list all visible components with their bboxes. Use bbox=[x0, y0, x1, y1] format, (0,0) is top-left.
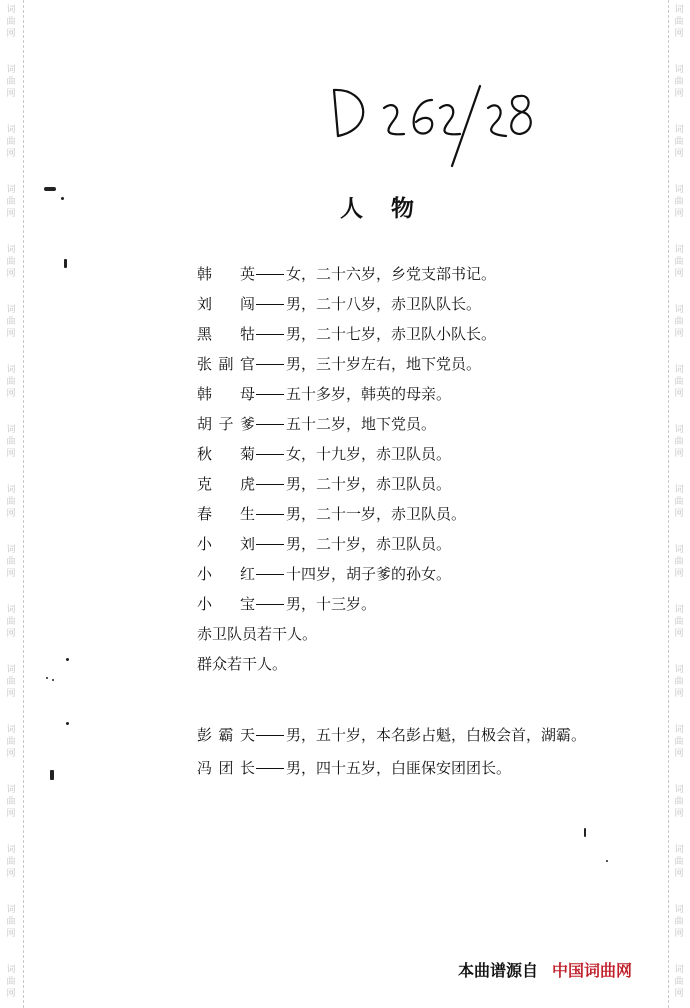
watermark-group bbox=[1, 4, 21, 40]
cast-entry bbox=[197, 563, 607, 593]
character-description: 五十多岁，韩英的母亲。 bbox=[286, 385, 452, 403]
handwritten-catalog-number bbox=[328, 78, 548, 182]
watermark-group bbox=[1, 604, 21, 640]
watermark-glyph: 曲 bbox=[674, 737, 684, 747]
watermark-glyph: 词 bbox=[6, 5, 16, 15]
character-name: 刘闯 bbox=[197, 295, 255, 313]
page-title: 人物 bbox=[340, 196, 442, 222]
cast-entry bbox=[197, 383, 607, 413]
watermark-glyph: 曲 bbox=[6, 857, 16, 867]
scan-speck bbox=[52, 679, 54, 681]
handwritten-number-text bbox=[328, 78, 332, 79]
cast-entry bbox=[197, 757, 597, 784]
watermark-glyph: 网 bbox=[674, 329, 684, 339]
character-name: 黑牯 bbox=[197, 325, 255, 343]
watermark-glyph: 网 bbox=[674, 569, 684, 579]
character-description: 男，十三岁。 bbox=[286, 595, 377, 613]
source-site-link[interactable]: 中国词曲网 bbox=[552, 961, 633, 980]
watermark-glyph: 网 bbox=[6, 269, 16, 279]
watermark-glyph: 网 bbox=[674, 989, 684, 999]
watermark-glyph: 曲 bbox=[6, 437, 16, 447]
watermark-glyph: 曲 bbox=[6, 377, 16, 387]
watermark-glyph: 网 bbox=[6, 629, 16, 639]
watermark-glyph: 曲 bbox=[674, 137, 684, 147]
cast-entry bbox=[197, 413, 607, 443]
watermark-glyph: 网 bbox=[6, 449, 16, 459]
cast-entry bbox=[197, 293, 607, 323]
em-dash bbox=[256, 514, 284, 515]
character-name: 小宝 bbox=[197, 595, 255, 613]
watermark-glyph: 网 bbox=[6, 89, 16, 99]
watermark-group bbox=[669, 64, 689, 100]
watermark-glyph: 曲 bbox=[6, 977, 16, 987]
watermark-glyph: 曲 bbox=[674, 257, 684, 267]
cast-list bbox=[197, 263, 607, 683]
watermark-glyph: 词 bbox=[6, 245, 16, 255]
watermark-glyph: 词 bbox=[674, 185, 684, 195]
watermark-glyph: 网 bbox=[674, 29, 684, 39]
watermark-glyph: 网 bbox=[674, 749, 684, 759]
watermark-glyph: 词 bbox=[674, 125, 684, 135]
character-description: 男，二十八岁，赤卫队队长。 bbox=[286, 295, 482, 313]
watermark-glyph: 曲 bbox=[6, 557, 16, 567]
character-name: 克虎 bbox=[197, 475, 255, 493]
character-description: 五十二岁，地下党员。 bbox=[286, 415, 437, 433]
watermark-glyph: 网 bbox=[674, 809, 684, 819]
watermark-glyph: 词 bbox=[6, 185, 16, 195]
watermark-glyph: 词 bbox=[6, 425, 16, 435]
watermark-glyph: 曲 bbox=[674, 77, 684, 87]
character-description: 十四岁，胡子爹的孙女。 bbox=[286, 565, 452, 583]
watermark-group bbox=[1, 844, 21, 880]
character-description: 男，四十五岁，白匪保安团团长。 bbox=[286, 759, 512, 777]
watermark-glyph: 曲 bbox=[6, 677, 16, 687]
em-dash bbox=[256, 574, 284, 575]
watermark-glyph: 曲 bbox=[674, 857, 684, 867]
watermark-glyph: 曲 bbox=[6, 17, 16, 27]
watermark-glyph: 词 bbox=[674, 725, 684, 735]
watermark-group bbox=[1, 784, 21, 820]
watermark-glyph: 词 bbox=[674, 665, 684, 675]
watermark-glyph: 词 bbox=[6, 725, 16, 735]
em-dash bbox=[256, 334, 284, 335]
watermark-glyph: 词 bbox=[674, 425, 684, 435]
watermark-group bbox=[1, 424, 21, 460]
watermark-group bbox=[669, 904, 689, 940]
watermark-glyph: 曲 bbox=[674, 557, 684, 567]
em-dash bbox=[256, 768, 284, 769]
character-name: 冯团长 bbox=[197, 759, 255, 777]
watermark-glyph: 曲 bbox=[6, 917, 16, 927]
watermark-glyph: 曲 bbox=[6, 77, 16, 87]
watermark-glyph: 词 bbox=[674, 65, 684, 75]
watermark-group bbox=[669, 724, 689, 760]
watermark-group bbox=[669, 604, 689, 640]
watermark-glyph: 网 bbox=[674, 389, 684, 399]
em-dash bbox=[256, 364, 284, 365]
watermark-glyph: 网 bbox=[674, 929, 684, 939]
watermark-glyph: 网 bbox=[674, 269, 684, 279]
watermark-glyph: 曲 bbox=[674, 917, 684, 927]
scan-speck bbox=[606, 860, 608, 862]
watermark-group bbox=[669, 184, 689, 220]
watermark-glyph: 网 bbox=[6, 929, 16, 939]
em-dash bbox=[256, 424, 284, 425]
watermark-glyph: 网 bbox=[674, 149, 684, 159]
em-dash bbox=[256, 454, 284, 455]
watermark-glyph: 词 bbox=[6, 125, 16, 135]
watermark-glyph: 网 bbox=[674, 209, 684, 219]
watermark-glyph: 曲 bbox=[674, 977, 684, 987]
scan-speck bbox=[61, 197, 64, 200]
watermark-group bbox=[669, 784, 689, 820]
watermark-glyph: 词 bbox=[674, 245, 684, 255]
watermark-glyph: 网 bbox=[674, 449, 684, 459]
character-name: 小红 bbox=[197, 565, 255, 583]
character-description: 男，二十一岁，赤卫队员。 bbox=[286, 505, 467, 523]
watermark-glyph: 词 bbox=[6, 665, 16, 675]
watermark-group bbox=[1, 244, 21, 280]
watermark-glyph: 曲 bbox=[6, 257, 16, 267]
watermark-glyph: 曲 bbox=[674, 677, 684, 687]
watermark-group bbox=[669, 304, 689, 340]
cast-entry bbox=[197, 593, 607, 623]
watermark-group bbox=[669, 964, 689, 1000]
watermark-glyph: 曲 bbox=[6, 197, 16, 207]
watermark-group bbox=[1, 184, 21, 220]
scan-speck bbox=[66, 658, 69, 661]
watermark-glyph: 网 bbox=[674, 869, 684, 879]
cast-entry bbox=[197, 263, 607, 293]
source-footer bbox=[458, 958, 632, 981]
watermark-glyph: 词 bbox=[674, 5, 684, 15]
watermark-group bbox=[1, 544, 21, 580]
watermark-glyph: 词 bbox=[6, 965, 16, 975]
watermark-glyph: 网 bbox=[6, 209, 16, 219]
watermark-glyph: 词 bbox=[6, 845, 16, 855]
watermark-glyph: 词 bbox=[674, 965, 684, 975]
watermark-group bbox=[1, 124, 21, 160]
cast-entry bbox=[197, 443, 607, 473]
watermark-glyph: 曲 bbox=[674, 197, 684, 207]
character-name: 韩母 bbox=[197, 385, 255, 403]
left-dashed-edge bbox=[23, 0, 24, 1008]
watermark-glyph: 曲 bbox=[674, 497, 684, 507]
watermark-glyph: 曲 bbox=[6, 617, 16, 627]
cast-entry bbox=[197, 503, 607, 533]
watermark-group bbox=[1, 304, 21, 340]
watermark-group bbox=[1, 484, 21, 520]
em-dash bbox=[256, 304, 284, 305]
watermark-glyph: 网 bbox=[674, 89, 684, 99]
watermark-group bbox=[1, 724, 21, 760]
scan-speck bbox=[66, 722, 69, 725]
watermark-group bbox=[669, 4, 689, 40]
watermark-glyph: 曲 bbox=[674, 317, 684, 327]
em-dash bbox=[256, 604, 284, 605]
extras-line: 群众若干人。 bbox=[197, 655, 288, 673]
watermark-glyph: 词 bbox=[674, 485, 684, 495]
scan-speck bbox=[44, 187, 56, 191]
cast-entry bbox=[197, 533, 607, 563]
watermark-group bbox=[669, 364, 689, 400]
cast-entry bbox=[197, 473, 607, 503]
watermark-group bbox=[1, 364, 21, 400]
character-name: 张副官 bbox=[197, 355, 255, 373]
em-dash bbox=[256, 394, 284, 395]
watermark-glyph: 词 bbox=[674, 605, 684, 615]
watermark-group bbox=[669, 424, 689, 460]
watermark-glyph: 曲 bbox=[674, 617, 684, 627]
watermark-glyph: 网 bbox=[674, 509, 684, 519]
character-description: 男，二十岁，赤卫队员。 bbox=[286, 475, 452, 493]
em-dash bbox=[256, 274, 284, 275]
character-description: 男，二十七岁，赤卫队小队长。 bbox=[286, 325, 497, 343]
extras-line: 赤卫队员若干人。 bbox=[197, 625, 318, 643]
watermark-group bbox=[669, 664, 689, 700]
watermark-glyph: 曲 bbox=[674, 797, 684, 807]
watermark-group bbox=[1, 664, 21, 700]
watermark-glyph: 词 bbox=[6, 485, 16, 495]
watermark-group bbox=[669, 844, 689, 880]
watermark-glyph: 网 bbox=[674, 629, 684, 639]
character-description: 女，二十六岁，乡党支部书记。 bbox=[286, 265, 497, 283]
scan-speck bbox=[46, 677, 48, 679]
em-dash bbox=[256, 544, 284, 545]
watermark-glyph: 词 bbox=[6, 785, 16, 795]
watermark-glyph: 网 bbox=[6, 569, 16, 579]
watermark-glyph: 词 bbox=[6, 365, 16, 375]
cast-entry bbox=[197, 353, 607, 383]
character-description: 男，二十岁，赤卫队员。 bbox=[286, 535, 452, 553]
watermark-glyph: 网 bbox=[6, 809, 16, 819]
scan-speck bbox=[50, 770, 54, 780]
watermark-glyph: 网 bbox=[6, 509, 16, 519]
watermark-glyph: 词 bbox=[674, 365, 684, 375]
character-name: 彭霸天 bbox=[197, 726, 255, 744]
character-description: 男，三十岁左右，地下党员。 bbox=[286, 355, 482, 373]
watermark-glyph: 词 bbox=[6, 905, 16, 915]
scan-speck bbox=[584, 828, 586, 837]
watermark-group bbox=[1, 64, 21, 100]
watermark-group bbox=[669, 484, 689, 520]
watermark-glyph: 曲 bbox=[6, 797, 16, 807]
watermark-glyph: 曲 bbox=[6, 137, 16, 147]
cast-entry bbox=[197, 724, 597, 751]
watermark-glyph: 曲 bbox=[6, 317, 16, 327]
character-name: 韩英 bbox=[197, 265, 255, 283]
character-description: 男，五十岁，本名彭占魁，白极会首，湖霸。 bbox=[286, 726, 587, 744]
watermark-glyph: 网 bbox=[6, 389, 16, 399]
watermark-glyph: 网 bbox=[6, 749, 16, 759]
watermark-glyph: 网 bbox=[674, 689, 684, 699]
watermark-glyph: 词 bbox=[674, 545, 684, 555]
watermark-glyph: 词 bbox=[674, 905, 684, 915]
watermark-glyph: 词 bbox=[6, 65, 16, 75]
cast-entry bbox=[197, 323, 607, 353]
watermark-glyph: 网 bbox=[6, 329, 16, 339]
watermark-glyph: 网 bbox=[6, 149, 16, 159]
villain-list bbox=[197, 724, 597, 790]
watermark-glyph: 网 bbox=[6, 869, 16, 879]
watermark-glyph: 曲 bbox=[6, 497, 16, 507]
handwritten-number-svg bbox=[328, 78, 548, 178]
watermark-group bbox=[669, 544, 689, 580]
em-dash bbox=[256, 484, 284, 485]
character-name: 春生 bbox=[197, 505, 255, 523]
scan-speck bbox=[64, 259, 67, 268]
watermark-glyph: 网 bbox=[6, 29, 16, 39]
watermark-glyph: 曲 bbox=[674, 377, 684, 387]
watermark-glyph: 词 bbox=[6, 305, 16, 315]
em-dash bbox=[256, 735, 284, 736]
character-name: 小刘 bbox=[197, 535, 255, 553]
watermark-glyph: 词 bbox=[674, 785, 684, 795]
watermark-glyph: 网 bbox=[6, 989, 16, 999]
character-description: 女，十九岁，赤卫队员。 bbox=[286, 445, 452, 463]
watermark-glyph: 网 bbox=[6, 689, 16, 699]
source-label: 本曲谱源自 bbox=[458, 961, 539, 980]
watermark-glyph: 曲 bbox=[6, 737, 16, 747]
character-name: 胡子爹 bbox=[197, 415, 255, 433]
watermark-group bbox=[669, 124, 689, 160]
watermark-group bbox=[1, 964, 21, 1000]
watermark-glyph: 曲 bbox=[674, 17, 684, 27]
watermark-group bbox=[1, 904, 21, 940]
watermark-glyph: 词 bbox=[6, 545, 16, 555]
watermark-group bbox=[669, 244, 689, 280]
watermark-glyph: 曲 bbox=[674, 437, 684, 447]
watermark-glyph: 词 bbox=[6, 605, 16, 615]
watermark-glyph: 词 bbox=[674, 845, 684, 855]
watermark-glyph: 词 bbox=[674, 305, 684, 315]
character-name: 秋菊 bbox=[197, 445, 255, 463]
